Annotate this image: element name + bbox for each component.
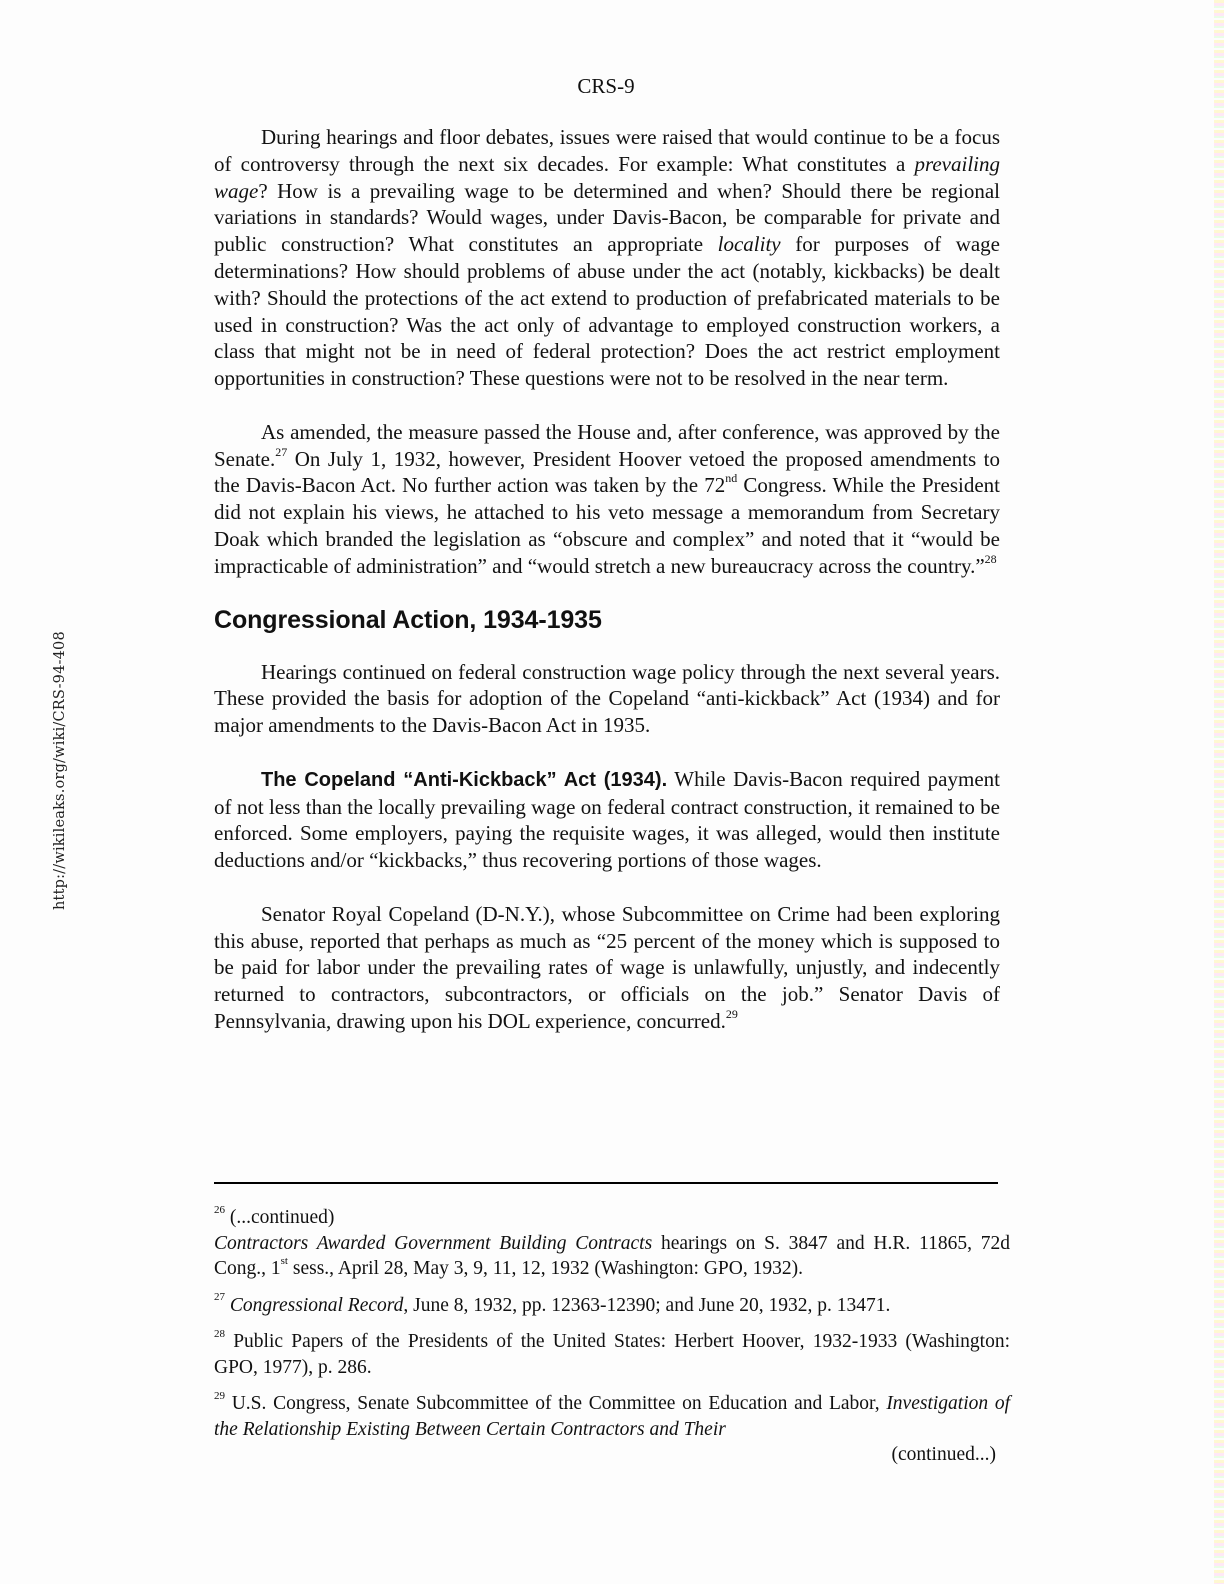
paragraph-text: During hearings and floor debates, issues were raised that would continue to be a focus of controversy through the next six decades. For example: What constitutes a bbox=[214, 125, 1000, 176]
paragraph-text: ? How is a prevailing wage to be determined and when? Should there be regional variations in standards? Would wages, under Davis-Bacon, be comparable for private and public construction? What constitutes an appropriate bbox=[214, 178, 1000, 257]
paragraph-hearings-continued bbox=[214, 659, 1000, 739]
footnote-number: 29 bbox=[214, 1389, 225, 1402]
paragraph-text: As amended, the measure passed the House and, after conference, was approved by the Senate. bbox=[214, 419, 1000, 471]
footnote-number: 26 bbox=[214, 1203, 225, 1216]
paragraph-controversy-issues bbox=[214, 124, 1000, 392]
footnote-text: U.S. Congress, Senate Subcommittee of the Committee on Education and Labor, bbox=[225, 1393, 887, 1414]
subsection-heading: The Copeland “Anti-Kickback” Act (1934). bbox=[261, 768, 668, 791]
paragraph-text: While Davis-Bacon required payment of not less than the locally prevailing wage on federal contract construction, it remained to be enforced. Some employers, paying the requisite wages, it was alleged, would then institute deductions and/or “kickbacks,” thus recovering portions of those wages. bbox=[214, 766, 1000, 873]
footnote-title: Congressional Record bbox=[229, 1294, 404, 1316]
continued-label: (continued...) bbox=[891, 1444, 996, 1465]
page-number: CRS-9 bbox=[577, 74, 635, 98]
ordinal-suffix: nd bbox=[725, 471, 738, 486]
footnote-text: Public Papers of the Presidents of the United States: Herbert Hoover, 1932-1933 (Washington: GPO, 1977), p. 286. bbox=[214, 1331, 1010, 1378]
footnote-text: , June 8, 1932, pp. 12363-12390; and June 20, 1932, p. 13471. bbox=[403, 1294, 891, 1316]
emphasis-locality: locality bbox=[717, 232, 781, 257]
footnote-text: sess., April 28, May 3, 9, 11, 12, 1932 (Washington: GPO, 1932). bbox=[287, 1258, 803, 1279]
footnote-number: 27 bbox=[214, 1291, 225, 1303]
paragraph-hoover-veto bbox=[214, 419, 1000, 580]
paragraph-senator-copeland bbox=[214, 901, 1000, 1035]
section-heading: Congressional Action, 1934-1935 bbox=[214, 605, 602, 634]
footnote-27 bbox=[214, 1293, 1010, 1319]
paragraph-text: for purposes of wage determinations? How should problems of abuse under the act (notably, kickbacks) be dealt with? Should the protections of the act extend to production of prefabricated materials to be used in construction? Was the act only of advantage to employed construction workers, a class that might not be in need of federal protection? Does the act restrict employment opportunities in construction? These questions were not to be resolved in the near term. bbox=[214, 232, 1001, 391]
footnote-29 bbox=[214, 1391, 1010, 1442]
footnote-number: 28 bbox=[214, 1327, 225, 1340]
paragraph-text: Congress. While the President did not explain his views, he attached to his veto message a memorandum from Secretary Doak which branded the legislation as “obscure and complex” and noted that it “would be impracticable of administration” and “would stretch a new bureaucracy across the country.” bbox=[214, 473, 1000, 578]
paragraph-text: On July 1, 1932, however, President Hoover vetoed the proposed amendments to the Davis-Bacon Act. No further action was taken by the 72 bbox=[214, 446, 1000, 498]
footnote-separator bbox=[214, 1182, 998, 1184]
paragraph-text: Senator Royal Copeland (D-N.Y.), whose Subcommittee on Crime had been exploring this abuse, reported that perhaps as much as “25 percent of the money which is supposed to be paid for labor under the prevailing rates of wage is unlawfully, unjustly, and indecently returned to contractors, subcontractors, or officials on the job.” Senator Davis of Pennsylvania, drawing upon his DOL experience, concurred. bbox=[214, 901, 1000, 1033]
footnote-text: (...continued) bbox=[225, 1207, 335, 1228]
footnotes bbox=[214, 1205, 1010, 1467]
paragraph-text: Hearings continued on federal construction wage policy through the next several years. These provided the basis for adoption of the Copeland “anti-kickback” Act (1934) and for major amendments to the Davis-Bacon Act in 1935. bbox=[214, 659, 1000, 738]
footnote-ref-28[interactable]: 28 bbox=[984, 551, 997, 566]
footnote-28 bbox=[214, 1329, 1010, 1380]
main-content bbox=[214, 124, 1000, 1035]
footnote-ref-27[interactable]: 27 bbox=[275, 444, 288, 459]
scan-edge-artifact bbox=[1214, 0, 1224, 1584]
footnote-ref-29[interactable]: 29 bbox=[725, 1006, 738, 1021]
paragraph-copeland-act bbox=[214, 766, 1000, 874]
footnote-title: Contractors Awarded Government Building Contracts bbox=[214, 1232, 653, 1254]
footnote-text: hearings on S. 3847 and H.R. 11865, 72d Cong., 1 bbox=[214, 1232, 1010, 1279]
ordinal-suffix: st bbox=[280, 1254, 288, 1267]
footnote-title: Investigation of the Relationship Existing Between Certain Contractors and Their bbox=[214, 1393, 1010, 1440]
side-source-url: http://wikileaks.org/wiki/CRS-94-408 bbox=[52, 631, 68, 910]
footnote-26 bbox=[214, 1205, 1010, 1282]
emphasis-prevailing-wage: prevailing wage bbox=[214, 151, 1000, 203]
